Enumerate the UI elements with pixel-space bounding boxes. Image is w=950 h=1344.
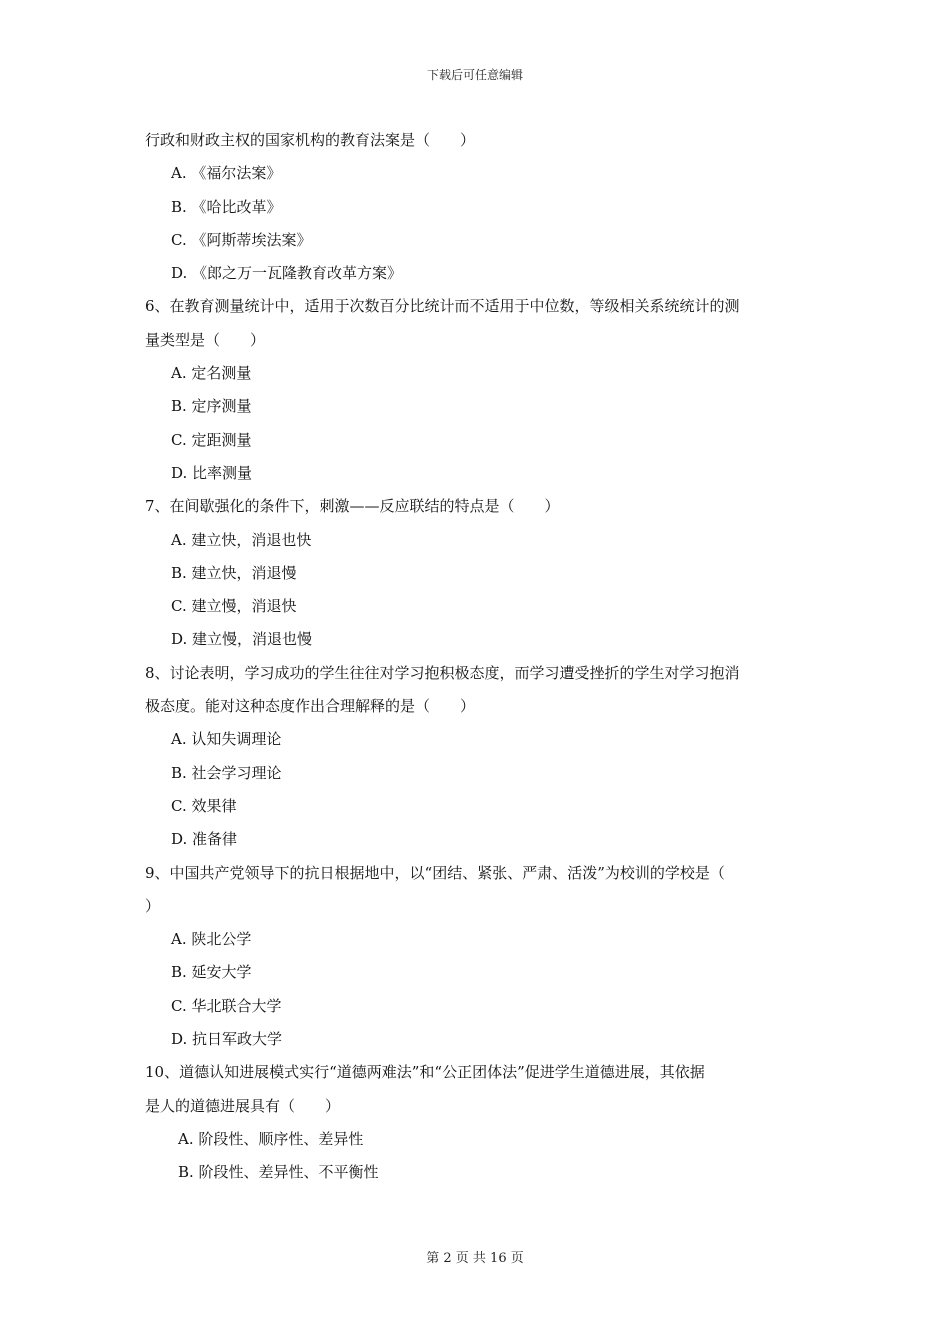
question-8-line-1: 8、讨论表明，学习成功的学生往往对学习抱积极态度，而学习遭受挫折的学生对学习抱消 xyxy=(145,663,740,682)
question-10-line-2: 是人的道德进展具有（ ） xyxy=(145,1096,341,1115)
option-c: C. 效果律 xyxy=(171,796,237,815)
question-9-line-2: ） xyxy=(145,896,161,915)
option-b: B. 定序测量 xyxy=(171,397,252,416)
option-a: A. 认知失调理论 xyxy=(171,730,282,749)
option-c: C. 华北联合大学 xyxy=(171,996,282,1015)
option-b: B. 阶段性、差异性、不平衡性 xyxy=(178,1163,379,1182)
option-d: D. 抗日军政大学 xyxy=(171,1030,283,1049)
question-7-line-1: 7、在间歇强化的条件下，刺激——反应联结的特点是（ ） xyxy=(145,497,560,516)
option-b: B. 《哈比改革》 xyxy=(171,197,282,216)
option-a: A. 阶段性、顺序性、差异性 xyxy=(178,1129,364,1148)
option-c: C. 建立慢，消退快 xyxy=(171,597,297,616)
option-d: D. 《郎之万一瓦隆教育改革方案》 xyxy=(171,264,403,283)
page-header: 下载后可任意编辑 xyxy=(426,68,523,82)
option-a: A. 陕北公学 xyxy=(171,930,252,949)
option-a: A. 《福尔法案》 xyxy=(171,164,282,183)
question-9-line-1: 9、中国共产党领导下的抗日根据地中，以“团结、紧张、严肃、活泼”为校训的学校是（ xyxy=(145,863,725,882)
option-b: B. 延安大学 xyxy=(171,963,252,982)
option-b: B. 社会学习理论 xyxy=(171,763,282,782)
question-6-line-2: 量类型是（ ） xyxy=(145,330,266,349)
option-a: A. 定名测量 xyxy=(171,364,252,383)
option-d: D. 比率测量 xyxy=(171,463,253,482)
question-10-line-1: 10、道德认知进展模式实行“道德两难法”和“公正团体法”促进学生道德进展，其依据 xyxy=(145,1063,705,1082)
document-body xyxy=(145,124,815,1190)
option-d: D. 准备律 xyxy=(171,830,238,849)
option-c: C. 《阿斯蒂埃法案》 xyxy=(171,230,312,249)
option-d: D. 建立慢，消退也慢 xyxy=(171,630,313,649)
option-a: A. 建立快，消退也快 xyxy=(171,530,312,549)
question-continuation: 行政和财政主权的国家机构的教育法案是（ ） xyxy=(145,131,476,149)
question-6-line-1: 6、在教育测量统计中，适用于次数百分比统计而不适用于中位数，等级相关系统统计的测 xyxy=(145,297,740,316)
page-footer: 第 2 页 共 16 页 xyxy=(426,1251,524,1266)
question-8-line-2: 极态度。能对这种态度作出合理解释的是（ ） xyxy=(145,697,476,716)
option-b: B. 建立快，消退慢 xyxy=(171,563,297,582)
option-c: C. 定距测量 xyxy=(171,430,252,449)
